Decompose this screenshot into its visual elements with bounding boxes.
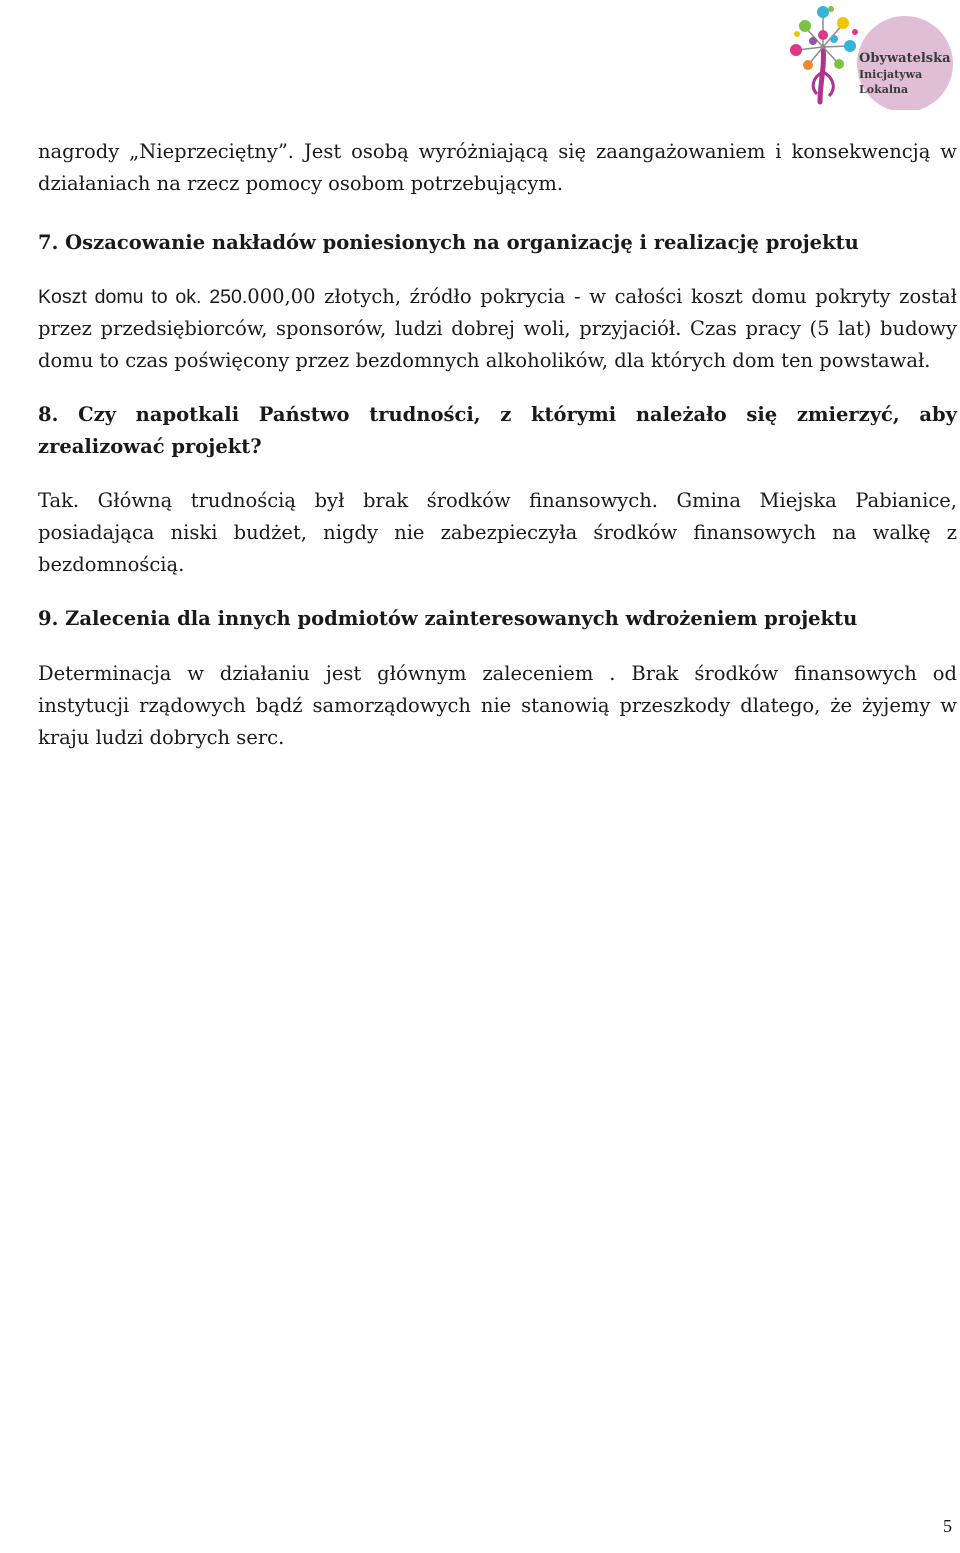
section-8-heading	[38, 399, 957, 463]
paragraph-difficulties: Tak. Główną trudnością był brak środków finansowych. Gmina Miejska Pabianice, posiadająca niski budżet, nigdy nie zabezpieczyła środków finansowych na walkę z bezdomnością.	[38, 489, 957, 576]
paragraph-cost-start: Koszt domu to ok. 250.	[38, 286, 248, 308]
document-body	[38, 136, 957, 754]
paragraph-cost	[38, 281, 957, 377]
paragraph-continuation: nagrody „Nieprzeciętny”. Jest osobą wyróżniającą się zaangażowaniem i konsekwencją w działaniach na rzecz pomocy osobom potrzebującym.	[38, 140, 957, 195]
logo-text-line1: Obywatelska	[859, 51, 951, 66]
page-number: 5	[943, 1516, 952, 1536]
section-7-title: Oszacowanie nakładów poniesionych na organizację i realizację projektu	[65, 231, 859, 254]
logo-text-line3: Lokalna	[859, 83, 909, 96]
section-9-number: 9.	[38, 607, 59, 630]
section-9-title: Zalecenia dla innych podmiotów zainteresowanych wdrożeniem projektu	[65, 607, 858, 630]
section-9-heading	[38, 603, 957, 635]
section-7-number: 7.	[38, 231, 59, 254]
obywatelska-inicjatywa-lokalna-logo	[775, 2, 955, 110]
section-8-title: Czy napotkali Państwo trudności, z którymi należało się zmierzyć, aby zrealizować projekt?	[38, 403, 958, 458]
logo-text-line2: Inicjatywa	[859, 68, 923, 81]
paragraph-cost-rest: 000,00 złotych, źródło pokrycia - w całości koszt domu pokryty został przez przedsiębiorców, sponsorów, ludzi dobrej woli, przyjaciół. Czas pracy (5 lat) budowy domu to czas poświęcony przez bezdomnych alkoholików, dla których dom ten powstawał.	[38, 285, 957, 372]
section-7-heading	[38, 227, 957, 259]
paragraph-recommendations: Determinacja w działaniu jest głównym zaleceniem . Brak środków finansowych od instytucji rządowych bądź samorządowych nie stanowią przeszkody dlatego, że żyjemy w kraju ludzi dobrych serc.	[38, 662, 957, 749]
section-8-number: 8.	[38, 403, 59, 426]
